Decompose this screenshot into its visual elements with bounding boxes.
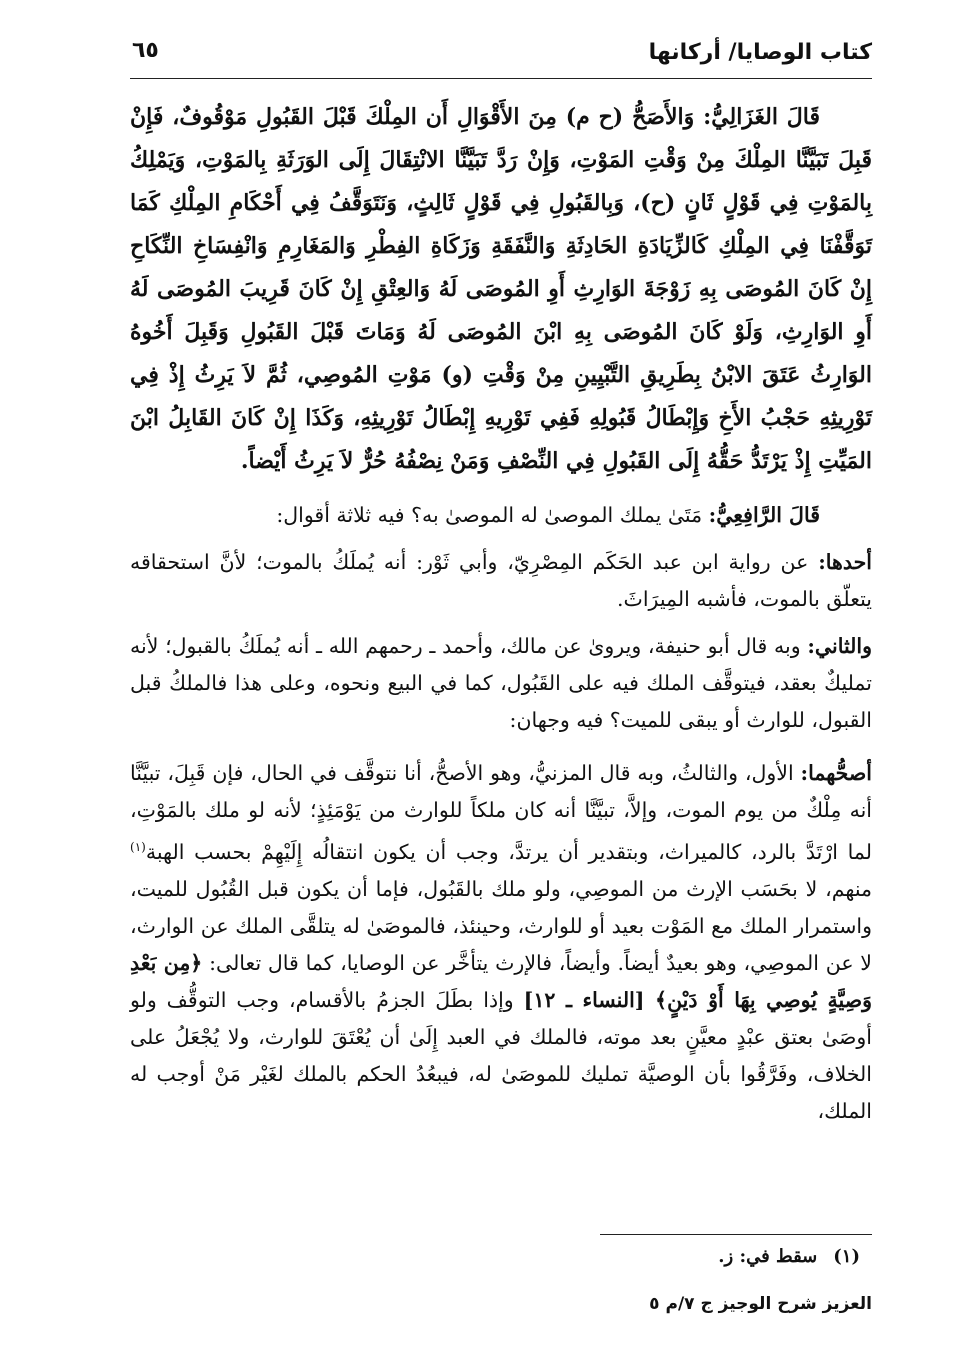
page-header [130,38,872,79]
printer-signature: العزيز شرح الوجيز ج ٧/م ٥ [649,1294,872,1314]
matn-paragraph: قَالَ الغَزَالِيُّ: وَالأَصَحُّ (ح م) مِنَ الأَقْوَالِ أَن المِلْكَ قَبْلَ القَبُولِ مَوْقُوفٌ، فَإِنْ قَبِلَ تَبَيَّنَّا المِلْكَ مِنْ وَقْتِ المَوْتِ، وَإِنْ رَدَّ تَبَيَّنَّا الانْتِقَالَ إِلَى الوَرَثَةِ بِالمَوْتِ، وَيَمْلِكُ بِالمَوْتِ فِي قَوْلٍ ثَانٍ (ح)، وَبِالقَبُولِ فِي قَوْلٍ ثَالِثٍ، وَنَتَوَقَّفُ فِي أَحْكَامِ المِلْكِ كَمَا تَوَقَّفْنَا فِي المِلْكِ كَالزِّيَادَةِ الحَادِثَةِ وَالنَّفَقَةِ وَزَكَاةِ الفِطْرِ وَالمَغَارِمِ وَانْفِسَاخِ النِّكَاحِ إِنْ كَانَ المُوصَى بِهِ زَوْجَةَ الوَارِثِ أَوِ المُوصَى لَهُ وَالعِتْقِ إِنْ كَانَ قَرِيبَ المُوصَى لَهُ أَوِ الوَارِثِ، وَلَوْ كَانَ المُوصَى بِهِ ابْنَ المُوصَى لَهُ وَمَاتَ قَبْلَ القَبُولِ وَقَبِلَ أَخُوهُ الوَارِثُ عَتَقَ الابْنُ بِطَرِيقِ التَّبْيِينِ مِنْ وَقْتِ (و) مَوْتِ المُوصِي، ثُمَّ لاَ يَرِثُ إِذْ فِي تَوْرِيثِهِ حَجْبُ الأَخِ وَإِبْطَالُ قَبُولِهِ فَفِي تَوْرِيهِ إِبْطَالُ تَوْرِيثِهِ، وَكَذَا إِنْ كَانَ القَابِلُ ابْنَ المَيِّتِ إِذْ يَرْتَدُّ حَقُّهُ إِلَى القَبُولِ فِي النِّصْفِ وَمَنْ نِصْفُهُ حُرٌّ لاَ يَرِثُ أَيْضاً. [130,104,872,474]
paragraph-lead: أصحُّهما: [800,761,872,785]
paragraph-lead: قَالَ الرَّافِعِيُّ: [708,503,820,527]
page-content [130,96,872,1130]
commentary-intro [130,497,872,534]
footnote-divider [600,1234,872,1235]
paragraph-text: وإذا بطَلَ الجزمُ بالأقسام، وجب التوقُّف ولو أوصَىٰ بعتق عبْدٍ معيَّنٍ بعد موته، فالملك في العبد إِلَىٰ أن يُعْتَقَ للوارث، ولا يُجْعَلُ على الخلاف، وفَرَّقُوا بأن الوصيَّة تمليك للموصَىٰ له، فيبعُدُ الحكم بالملك لغَيْر مَنْ أوجب له الملك، [130,987,872,1123]
footnote-reference: (١) [130,840,146,854]
paragraph-text: وبه قال أبو حنيفة، ويروىٰ عن مالك، وأحمد ـ رحمهم الله ـ أنه يُملَكُ بالقبول؛ لأنه تمليكٌ بعقد، فيتوقَّف الملك فيه على القَبُول، كما في البيع ونحوه، وعلى هذا فالملكُ قبل القبول، للوارث أو يبقى للميت؟ فيه وجهان: [130,634,872,732]
footnote [718,1246,860,1267]
paragraph-text: عن رواية ابن عبد الحَكَم المِصْرِيّ، وأبي ثَوْر: أنه يُملَكُ بالموت؛ لأنَّ استحقاقه يتعلّق بالموت، فأشبه المِيرَاثَ. [130,550,872,611]
paragraph-lead: والثاني: [807,634,872,658]
footnote-number: (١) [833,1246,860,1267]
paragraph-text: الأول، والثالثُ، وبه قال المزنيُّ، وهو الأصحُّ، أنا نتوقَّف في الحال، فإن قَبِلَ، تبيَّنَّا أنه مِلْكٌ من يوم الموت، وإلاَّ، تبيَّنَّا أنه كان ملكاً للوارث من يَوْمَئِذٍ؛ لأنه لو ملك بالمَوْتِ، لما ارْتَدَّ بالرد، كالميراث، وبتقدير أن يرتدَّ، وجب أن يكون انتقالُه إِلَيْهِمْ بحسب الهبة [130,761,872,864]
footnote-text: سقط في: ز. [718,1246,818,1267]
paragraph-lead: أحدها: [818,550,872,574]
quran-quote: ﴿مِن بَعْدِ وَصِيَّةٍ يُوصِي بِهَا أَوْ دَيْنٍ﴾ [النساء ـ ١٢] [130,950,872,1012]
page-number: ٦٥ [132,38,159,63]
second-opinion [130,628,872,739]
paragraph-text: مَتَىٰ يملك الموصىٰ له الموصىٰ به؟ فيه ثلاثة أقوال: [276,503,709,527]
paragraph-text: منهم، لا بحَسَب الإرث من الموصِي، ولو ملك بالقَبُول، فإما أن يكون قبل القُبُول للميت، واستمرار الملك مع المَوْت بعيد أو للوارث، وحينئذ، فالموصَىٰ له يتلقَّى الملك عن الوارث، لا عن الموصِي، وهو بعيدٌ أيضاً. وأيضاً، فالإرث يتأخَّر عن الوصايا، كما قال تعالى: [130,876,872,975]
first-opinion [130,544,872,618]
preferred-view [130,755,872,1130]
running-title: كتاب الوصايا/ أركانها [648,40,872,65]
